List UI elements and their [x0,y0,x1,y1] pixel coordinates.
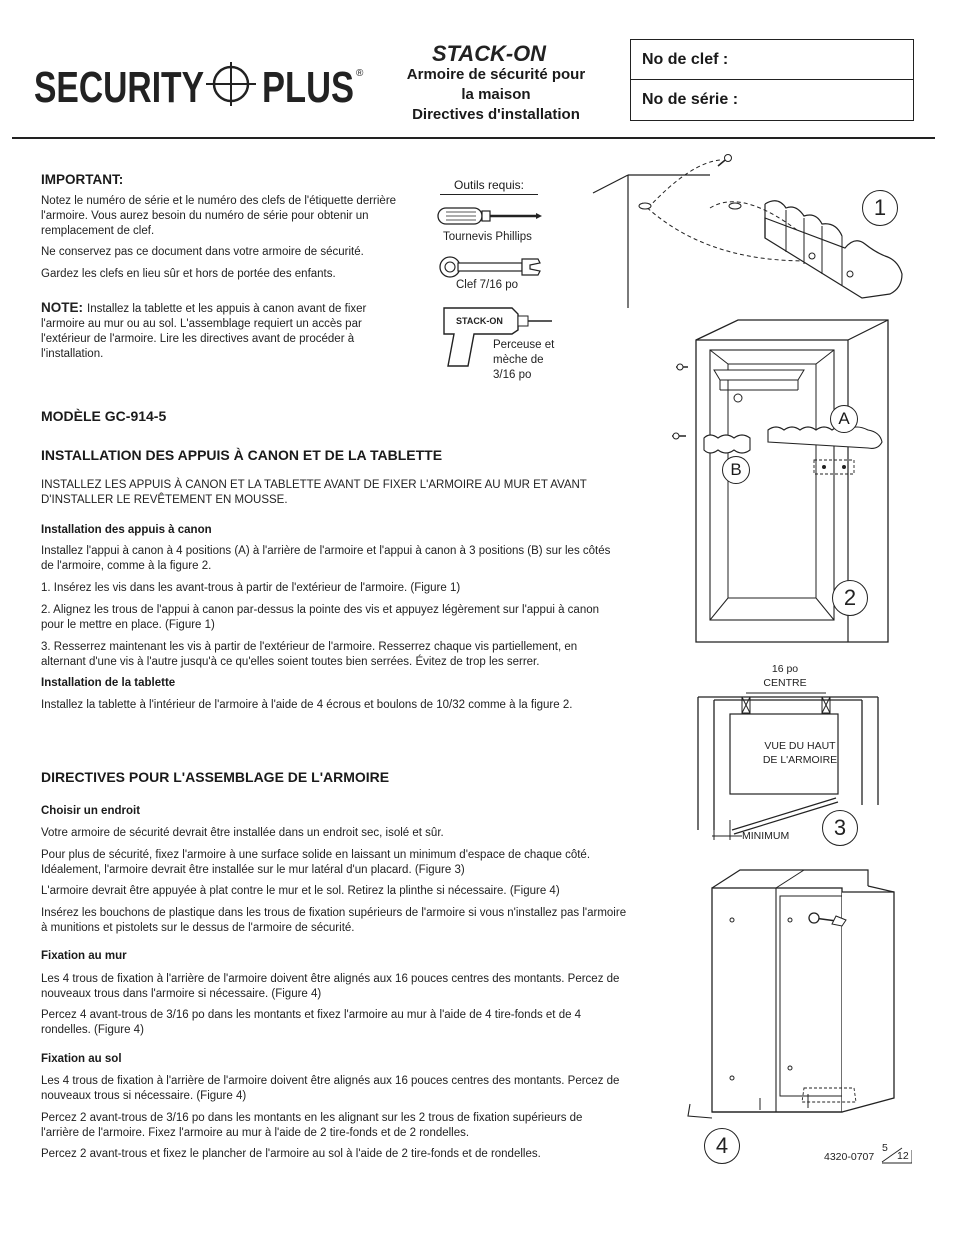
section2-paragraph-5: Les 4 trous de fixation à l'arrière de l'armoire doivent être alignés aux 16 pouces centres des montants. Percez de nouveaux trous dans l'armoire si nécessaire. (Figure 4) [41,973,620,1000]
important-paragraph-3: Gardez les clefs en lieu sûr et hors de portée des enfants. [41,268,336,280]
tool-label-drill: Perceuse et mèche de 3/16 po [493,339,555,381]
svg-text:PLUS: PLUS [262,63,354,106]
section2-paragraph-6: Percez 4 avant-trous de 3/16 po dans les montants et fixez l'armoire au mur à l'aide de 4 tire-fonds et de 4 rondelles. (Figure 4) [41,1009,582,1036]
section2-sub-wall: Fixation au mur [41,950,127,962]
figure-2-label-a [830,405,858,433]
page-indicator [878,1142,912,1164]
section2-paragraph-9: Percez 2 avant-trous et fixez le plancher de l'armoire au sol à l'aide de 2 tire-fonds et de rondelles. [41,1148,541,1160]
key-serial-box [630,39,914,121]
figure-2-number [832,580,868,616]
tool-label-wrench: Clef 7/16 po [456,279,519,291]
figure-1-diagram [590,148,920,308]
section1-step-1: 1. Insérez les vis dans les avant-trous à partir de l'extérieur de l'armoire. (Figure 1) [41,582,461,594]
figure-3-box-label [740,739,860,767]
figure-3-number [822,810,858,846]
figure-2-number-text: 2 [843,585,857,610]
fig3-top-line-2: CENTRE [763,677,807,689]
label-b-text: B [730,460,742,479]
figure-4-number-text: 4 [715,1133,729,1158]
svg-text:®: ® [356,68,364,79]
important-paragraph-1: Notez le numéro de série et le numéro des clefs de l'étiquette derrière l'armoire. Vous aurez besoin du numéro de série pour obtenir un remplacement de clef. [41,195,397,237]
title-line-1: Armoire de sécurité pour [406,66,586,83]
label-a-text: A [838,409,850,428]
model-heading: MODÈLE GC-914-5 [41,408,167,424]
figure-3-number-text: 3 [833,815,847,840]
tool-label-screwdriver: Tournevis Phillips [443,231,532,243]
key-number-field[interactable]: No de clef : [631,40,913,80]
section1-step-2: 2. Alignez les trous de l'appui à canon par-dessus la pointe des vis et appuyez légèrement sur l'appui à canon pour le mettre en place. (Figure 1) [41,604,600,631]
section2-paragraph-4: Insérez les bouchons de plastique dans les trous de fixation supérieurs de l'armoire si vous n'installez pas l'armoire à munitions et pistolets sur le dessus de l'armoire de sécurité. [41,907,627,934]
section1-paragraph-2: Installez la tablette à l'intérieur de l'armoire à l'aide de 4 écrous et boulons de 10/32 comme à la figure 2. [41,699,573,711]
header-divider [12,137,935,139]
section1-sub-barrel-rests: Installation des appuis à canon [41,524,212,536]
section2-paragraph-1: Votre armoire de sécurité devrait être installée dans un endroit sec, isolé et sûr. [41,827,444,839]
section2-paragraph-3: L'armoire devrait être appuyée à plat contre le mur et le sol. Retirez la plinthe si nécessaire. (Figure 4) [41,885,560,897]
screwdriver-icon [436,202,544,230]
important-paragraph-2: Ne conservez pas ce document dans votre armoire de sécurité. [41,246,364,258]
document-code: 4320-0707 [824,1151,875,1163]
figure-4-number [704,1128,740,1164]
stack-on-logo [432,42,548,64]
section2-sub-location: Choisir un endroit [41,805,141,817]
section1-sub-shelf: Installation de la tablette [41,677,176,689]
section2-paragraph-2: Pour plus de sécurité, fixez l'armoire à une surface solide en laissant un minimum d'espace de chaque côté. Idéalement, l'armoire devrait être installée sur le mur latéral d'un placard. (Figure 3) [41,849,591,876]
figure-1-number [862,190,898,226]
wrench-icon [438,255,542,279]
svg-text:STACK-ON: STACK-ON [432,42,548,64]
fig3-box-line-1: VUE DU HAUT [764,740,836,752]
section2-heading: DIRECTIVES POUR L'ASSEMBLAGE DE L'ARMOIRE [41,769,390,785]
section1-intro: INSTALLEZ LES APPUIS À CANON ET LA TABLETTE AVANT DE FIXER L'ARMOIRE AU MUR ET AVANT D'INSTALLER LE REVÊTEMENT EN MOUSSE. [41,479,587,506]
fig3-box-line-2: DE L'ARMOIRE [762,754,838,766]
page-number: 5 [882,1142,888,1154]
figure-1-number-text: 1 [873,195,887,220]
section1-heading: INSTALLATION DES APPUIS À CANON ET DE LA TABLETTE [41,447,443,463]
figure-3-top-label [756,662,814,690]
svg-text:STACK-ON: STACK-ON [456,316,503,326]
section1-paragraph-1: Installez l'appui à canon à 4 positions (A) à l'arrière de l'armoire et l'appui à canon à 3 positions (B) sur les côtés de l'armoire, comme à la figure 2. [41,545,611,572]
section1-step-3: 3. Resserrez maintenant les vis à partir de l'extérieur de l'armoire. Resserrez chaque vis partiellement, en alternant d'une vis à l'autre jusqu'à ce qu'elles soient toutes bien serrées. Évitez de trop les serrer. [41,641,578,668]
note-block [41,300,403,362]
svg-text:SECURITY: SECURITY [34,63,204,106]
serial-number-field[interactable]: No de série : [642,91,739,108]
section2-paragraph-8: Percez 2 avant-trous de 3/16 po dans les montants en les alignant sur les 2 trous de fixation supérieurs de l'arrière de l'armoire. Fixez l'armoire au mur à l'aide de 2 tire-fonds et de 2 rondelles. [41,1112,583,1139]
document-title [384,65,608,125]
tools-title: Outils requis: [440,178,538,195]
section2-paragraph-7: Les 4 trous de fixation à l'arrière de l'armoire doivent être alignés aux 16 pouces centres des montants. Percez de nouveaux trous si nécessaire. (Figure 4) [41,1075,620,1102]
title-line-3: Directives d'installation [412,106,580,123]
figure-2-label-b [722,456,750,484]
figure-4-diagram [684,862,914,1132]
page-total: 12 [897,1150,909,1162]
section2-sub-floor: Fixation au sol [41,1053,122,1065]
security-plus-logo [34,62,364,106]
figure-3-minimum-label: MINIMUM [742,830,790,842]
fig3-top-line-1: 16 po [771,663,799,675]
title-line-2: la maison [461,86,531,103]
note-label: NOTE: [41,300,83,315]
note-text: Installez la tablette et les appuis à canon avant de fixer l'armoire au mur ou au sol. L'assemblage requiert un accès par l'extérieur de l'armoire. Lire les directives avant de procéder à l'installation. [41,303,367,360]
important-heading: IMPORTANT: [41,172,124,187]
